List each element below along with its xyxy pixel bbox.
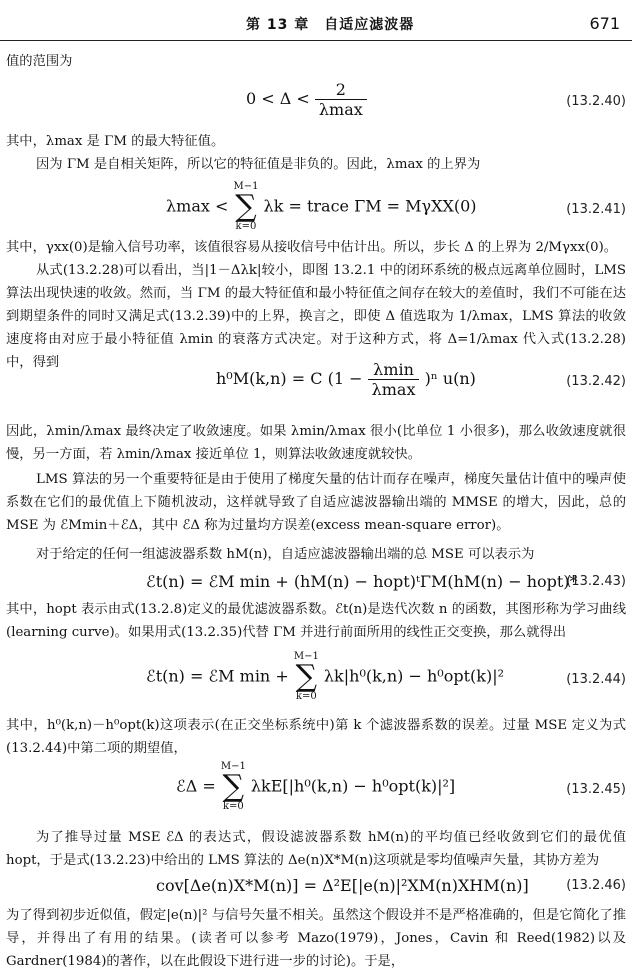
equation-body: ℰt(n) = ℰM min + (hM(n) − hopt)ᵗΓM(hM(n) − hopt)*	[146, 572, 578, 591]
paragraph-7: LMS 算法的另一个重要特征是由于使用了梯度矢量的估计而存在噪声，梯度矢量估计值中的噪声使系数在它们的最优值上下随机波动，这样就导致了自适应滤波器输出端的 MMSE 的增大，因此，总的 MSE 为 ℰMmin＋ℰΔ，其中 ℰΔ 称为过量均方误差(excess mean-square error)。	[6, 472, 626, 533]
equation-number: (13.2.43)	[566, 574, 626, 589]
sum-upper-limit: M−1	[293, 651, 319, 662]
sum-lower-limit: k=0	[295, 691, 317, 702]
page-number: 671	[589, 14, 620, 33]
equation-rhs: λk = trace ΓM = MγXX(0)	[263, 196, 477, 216]
equation-lhs: 0 < Δ <	[246, 89, 310, 108]
chapter-title: 第 13 章 自适应滤波器	[246, 17, 415, 33]
equation-number: (13.2.46)	[566, 878, 626, 893]
fraction	[315, 80, 367, 119]
sigma-glyph: ∑	[222, 769, 245, 804]
equation-open-paren: (1 −	[327, 369, 363, 388]
paragraph-6: 因此，λmin/λmax 最终决定了收敛速度。如果 λmin/λmax 很小(比单位 1 小很多)，那么收敛速度就很慢，另一方面，若 λmin/λmax 接近单位 1，则算法收敛速度就较快。	[6, 424, 626, 462]
sum-upper-limit: M−1	[233, 181, 259, 192]
paragraph-2: 其中，λmax 是 ΓM 的最大特征值。	[6, 134, 225, 149]
equation-13-2-41	[6, 182, 626, 238]
equation-lhs: ℰt(n) = ℰM min +	[146, 666, 289, 686]
paragraph-12: 为了得到初步近似值，假定|e(n)|² 与信号矢量不相关。虽然这个假设并不是严格准确的，但是它简化了推导，并得出了有用的结果。(读者可以参考 Mazo(1979)，Jones，Cavin 和 Reed(1982)以及 Gardner(1984)的著作，以在此假设下进行进一步的讨论)。于是，	[6, 908, 626, 969]
equation-13-2-42	[6, 360, 626, 410]
summation-symbol	[221, 762, 246, 812]
paragraph-11: 为了推导过量 MSE ℰΔ 的表达式，假设滤波器系数 hM(n)的平均值已经收敛到它们的最优值 hopt，于是式(13.2.23)中给出的 LMS 算法的 Δe(n)X*M(n)这项就是零均值噪声矢量，其协方差为	[6, 830, 626, 868]
fraction	[368, 360, 420, 399]
equation-body	[216, 360, 476, 399]
equation-body: cov[Δe(n)X*M(n)] = Δ²E[|e(n)|²XM(n)XHM(n)]	[156, 876, 529, 895]
equation-body	[146, 652, 504, 702]
paragraph-10: 其中，h⁰(k,n)－h⁰opt(k)这项表示(在正交坐标系统中)第 k 个滤波器系数的误差。过量 MSE 定义为式(13.2.44)中第二项的期望值，	[6, 718, 626, 756]
paragraph-3: 因为 ΓM 是自相关矩阵，所以它的特征值是非负的。因此，λmax 的上界为	[36, 157, 481, 172]
paragraph-9: 其中，hopt 表示由式(13.2.8)定义的最优滤波器系数。ℰt(n)是迭代次数 n 的函数，其图形称为学习曲线(learning curve)。如果用式(13.2.35)代替 ΓM 并进行前面所用的线性正交变换，那么就得出	[6, 602, 626, 640]
fraction-numerator: 2	[315, 80, 367, 100]
equation-close-paren: )ⁿ u(n)	[424, 369, 476, 388]
summation-symbol	[294, 652, 319, 702]
page-header	[0, 0, 632, 41]
equation-lhs: ℰΔ =	[176, 776, 216, 796]
sum-upper-limit: M−1	[220, 761, 246, 772]
fraction-denominator: λmax	[371, 380, 416, 399]
sum-lower-limit: k=0	[235, 221, 257, 232]
equation-rhs: λk|h⁰(k,n) − h⁰opt(k)|²	[323, 666, 505, 686]
summation-symbol	[233, 182, 258, 232]
equation-13-2-46	[6, 876, 626, 902]
equation-number: (13.2.45)	[566, 782, 626, 797]
sigma-glyph: ∑	[235, 189, 257, 224]
paragraph-1: 值的范围为	[6, 54, 73, 69]
equation-13-2-45	[6, 762, 626, 822]
equation-rhs: λkE[|h⁰(k,n) − h⁰opt(k)|²]	[250, 776, 456, 796]
equation-number: (13.2.41)	[566, 202, 626, 217]
equation-13-2-44	[6, 652, 626, 712]
equation-lhs: h⁰M(k,n) = C	[216, 369, 323, 388]
fraction-denominator: λmax	[318, 100, 363, 119]
equation-body	[166, 182, 477, 232]
equation-body	[176, 762, 455, 812]
equation-body	[246, 80, 367, 119]
sigma-glyph: ∑	[295, 659, 318, 694]
equation-13-2-43	[6, 572, 626, 598]
equation-lhs: λmax <	[166, 196, 229, 216]
equation-number: (13.2.42)	[566, 374, 626, 389]
paragraph-4: 其中，γxx(0)是输入信号功率，该值很容易从接收信号中估计出。所以，步长 Δ 的上界为 2/Mγxx(0)。	[6, 240, 618, 255]
equation-number: (13.2.44)	[566, 672, 626, 687]
paragraph-5: 从式(13.2.28)可以看出，当|1－Δλk|较小，即图 13.2.1 中的闭环系统的极点远离单位圆时，LMS 算法出现快速的收敛。然而，当 ΓM 的最大特征值和最小特征值之间存在较大的差值时，我们不可能在达到期望条件的同时又满足式(13.2.39)中的上界，换言之，即使 Δ 值选取为 1/λmax，LMS 算法的收敛速度将由对应于最小特征值 λmin 的衰落方式决定。对于这种方式，将 Δ=1/λmax 代入式(13.2.28)中，得到	[6, 263, 626, 370]
equation-number: (13.2.40)	[566, 94, 626, 109]
sum-lower-limit: k=0	[222, 801, 244, 812]
paragraph-8: 对于给定的任何一组滤波器系数 hM(n)，自适应滤波器输出端的总 MSE 可以表示为	[36, 547, 535, 562]
equation-13-2-40	[6, 80, 626, 124]
fraction-numerator: λmin	[368, 360, 420, 380]
